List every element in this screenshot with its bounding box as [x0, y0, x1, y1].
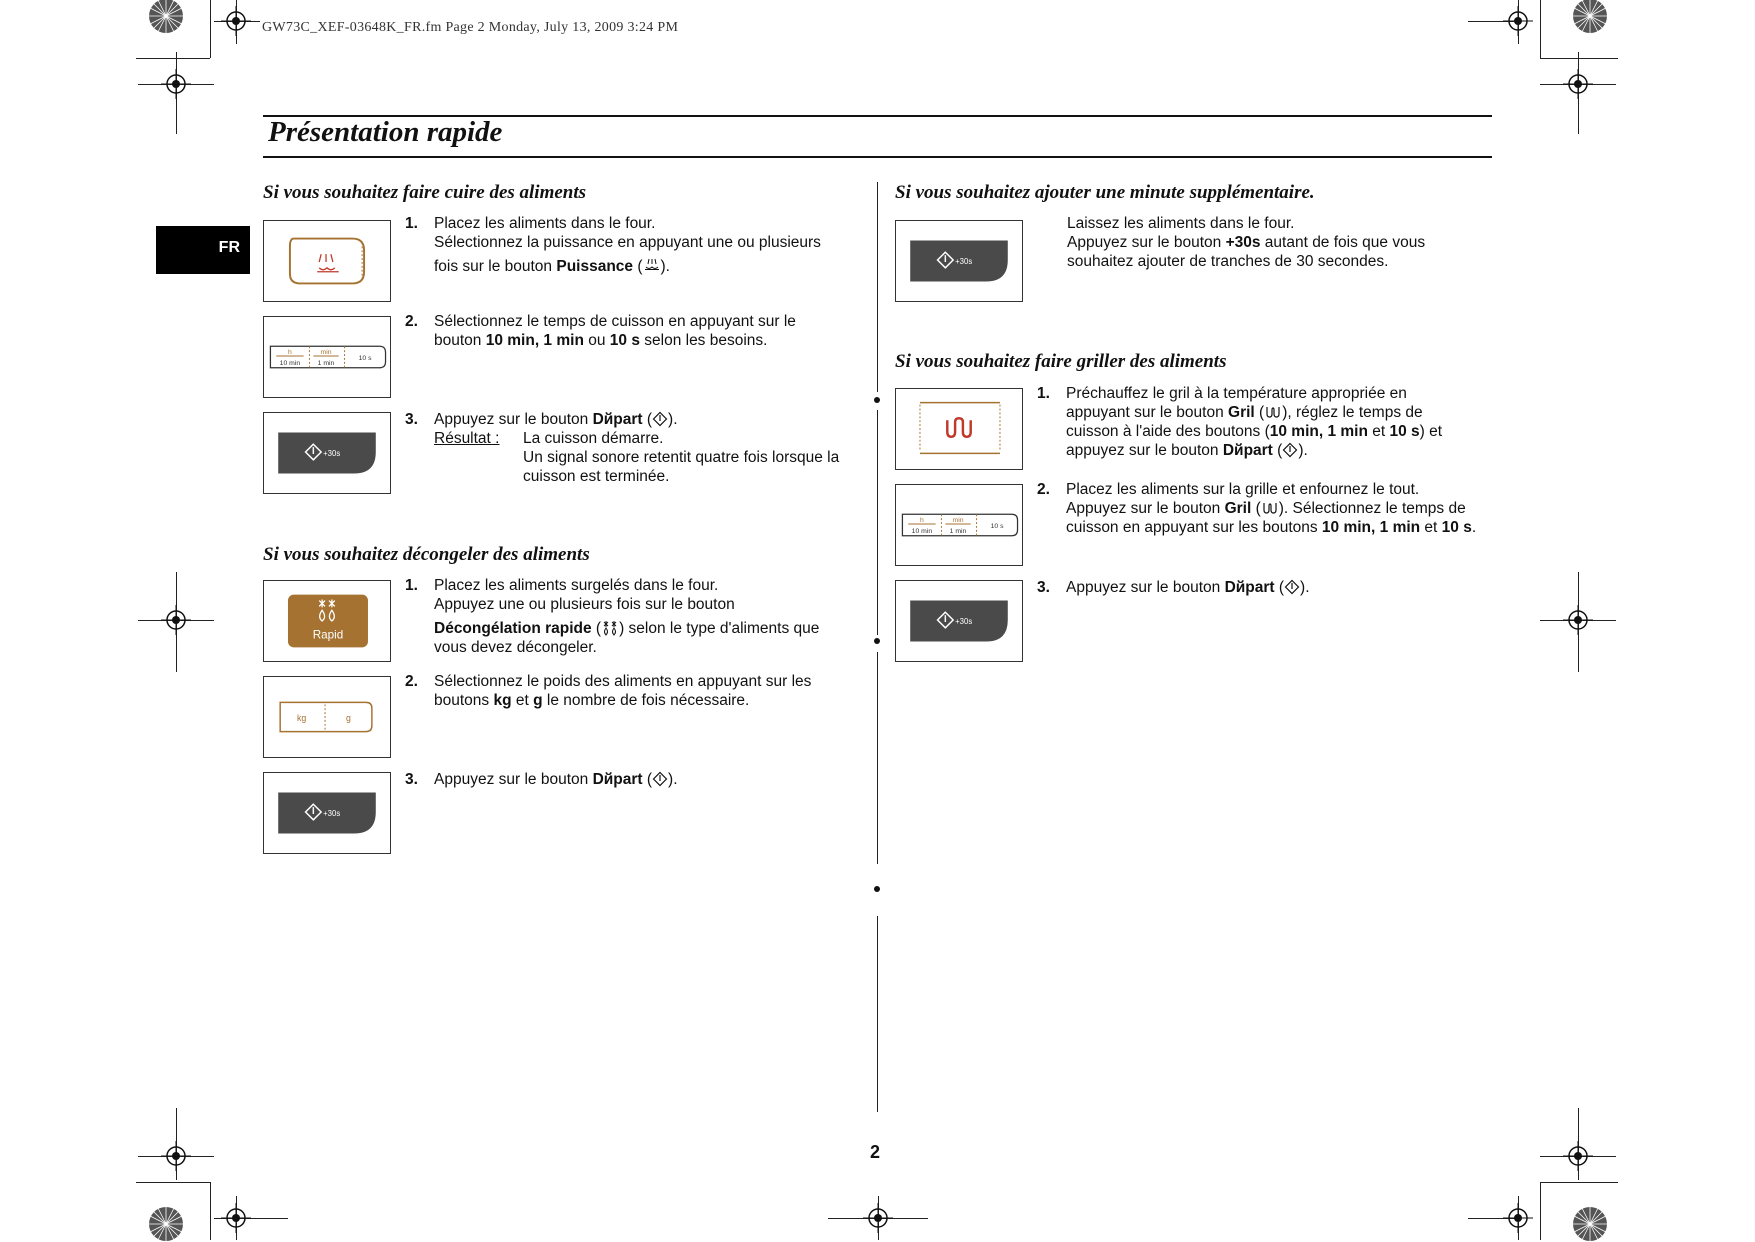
registration-mark-icon — [221, 6, 251, 36]
page-number: 2 — [870, 1142, 881, 1162]
one-min-label: 1 min — [949, 527, 967, 535]
step-number: 2. — [1037, 481, 1050, 498]
registration-mark-icon — [161, 605, 191, 635]
start-button-graphic — [896, 581, 1022, 661]
kg-label: kg — [297, 712, 307, 723]
step-number: 1. — [1037, 385, 1050, 402]
section-title-grill: Si vous souhaitez faire griller des aliments — [895, 351, 1227, 372]
registration-mark-icon — [1503, 1203, 1533, 1233]
section-title-defrost: Si vous souhaitez décongeler des aliments — [263, 544, 590, 565]
power-label: Puissance — [556, 258, 634, 275]
grill-step-3: 3. Appuyez sur le bouton Dйpart ( ). — [1037, 579, 1310, 596]
rapid-label: Rapid — [312, 628, 344, 642]
step-number: 1. — [405, 215, 418, 232]
ten-min-label: 10 min — [911, 527, 933, 535]
step-number: 2. — [405, 673, 418, 690]
divider-dot — [874, 638, 880, 644]
start-inline-icon — [652, 771, 668, 787]
step-text: Sélectionnez le temps de cuisson en appuyant sur le — [434, 313, 796, 330]
rapid-defrost-graphic — [264, 581, 390, 661]
grill-inline-icon — [1264, 405, 1282, 419]
defrost-step-2: 2. Sélectionnez le poids des aliments en appuyant sur les boutons kg et g le nombre de fois nécessaire. — [405, 673, 812, 709]
time-buttons-graphic — [896, 485, 1022, 565]
plus30-label: +30s — [323, 808, 341, 818]
registration-mark-icon — [1563, 1141, 1593, 1171]
h-label: h — [920, 517, 924, 525]
defrost-inline-icon — [601, 620, 619, 636]
registration-mark-icon — [221, 1203, 251, 1233]
start-button-panel — [263, 772, 391, 854]
grill-icon — [896, 389, 1022, 469]
star-wheel-icon — [148, 1206, 184, 1242]
language-tab: FR — [156, 226, 250, 274]
defrost-step-1: 1. Placez les aliments surgelés dans le four. Appuyez une ou plusieurs fois sur le bouton Décongélation rapide ( ) selon le type d'aliments que vous devez décongeler. — [405, 577, 820, 656]
step-text: Placez les aliments dans le four. — [434, 215, 656, 232]
weight-buttons-graphic — [264, 677, 390, 757]
start-button-panel — [263, 412, 391, 494]
section-title-extra-minute: Si vous souhaitez ajouter une minute supplémentaire. — [895, 182, 1315, 203]
ten-min-label: 10 min — [279, 359, 301, 367]
weight-buttons-panel — [263, 676, 391, 758]
rapid-defrost-panel — [263, 580, 391, 662]
power-icon — [264, 221, 390, 301]
extra-minute-text: Laissez les aliments dans le four. Appuyez sur le bouton +30s autant de fois que vous souhaitez ajouter de tranches de 30 secondes. — [1067, 215, 1426, 270]
ten-s-label: 10 s — [990, 522, 1004, 530]
page-title: Présentation rapide — [268, 116, 503, 148]
title-rule-bottom — [263, 156, 1492, 158]
g-label: g — [346, 712, 351, 723]
power-inline-icon — [643, 257, 661, 271]
start-button-panel — [895, 220, 1023, 302]
start-inline-icon — [652, 411, 668, 427]
power-button-panel — [263, 220, 391, 302]
start-inline-icon — [1282, 442, 1298, 458]
min-label: min — [320, 349, 332, 357]
step-number: 1. — [405, 577, 418, 594]
column-divider — [877, 916, 878, 1112]
step-number: 3. — [405, 411, 418, 428]
registration-mark-icon — [1563, 605, 1593, 635]
start-button-panel — [895, 580, 1023, 662]
print-header: GW73C_XEF-03648K_FR.fm Page 2 Monday, July 13, 2009 3:24 PM — [262, 20, 679, 35]
start-inline-icon — [1284, 579, 1300, 595]
step-number: 3. — [405, 771, 418, 788]
one-min-label: 1 min — [317, 359, 335, 367]
step-number: 3. — [1037, 579, 1050, 596]
plus30-label: +30s — [323, 448, 341, 458]
grill-step-2: 2. Placez les aliments sur la grille et enfournez le tout. Appuyez sur le bouton Gril ( ). Sélectionnez le temps de cuisson en appuyant sur les boutons 10 min, 1 min et 10 s. — [1037, 481, 1477, 536]
section-title-cook: Si vous souhaitez faire cuire des aliments — [263, 182, 587, 203]
plus30-label: +30s — [955, 616, 973, 626]
plus30-label: +30s — [955, 256, 973, 266]
column-divider — [877, 410, 878, 635]
time-buttons-panel — [263, 316, 391, 398]
result-label: Résultat : — [434, 430, 500, 447]
divider-dot — [874, 886, 880, 892]
min-label: min — [952, 517, 964, 525]
time-buttons-panel — [895, 484, 1023, 566]
registration-mark-icon — [863, 1203, 893, 1233]
divider-dot — [874, 397, 880, 403]
grill-step-1: 1. Préchauffez le gril à la température appropriée en appuyant sur le bouton Gril ( ), réglez le temps de cuisson à l'aide des boutons (10 min, 1 min et 10 s) et appuyez sur le bouton Dйpart ( ). — [1037, 385, 1443, 459]
h-label: h — [288, 349, 292, 357]
registration-mark-icon — [1563, 69, 1593, 99]
ten-s-label: 10 s — [358, 354, 372, 362]
start-button-graphic — [896, 221, 1022, 301]
cook-step-2: 2. Sélectionnez le temps de cuisson en appuyant sur le bouton 10 min, 1 min ou 10 s selon les besoins. — [405, 313, 796, 349]
grill-button-panel — [895, 388, 1023, 470]
star-wheel-icon — [148, 0, 184, 34]
star-wheel-icon — [1572, 1206, 1608, 1242]
start-button-graphic — [264, 413, 390, 493]
step-text: Sélectionnez la puissance en appuyant une ou plusieurs — [434, 234, 821, 251]
defrost-step-3: 3. Appuyez sur le bouton Dйpart ( ). — [405, 771, 678, 788]
registration-mark-icon — [161, 69, 191, 99]
step-number: 2. — [405, 313, 418, 330]
column-divider — [877, 652, 878, 864]
cook-step-1: 1. Placez les aliments dans le four. Sélectionnez la puissance en appuyant une ou plusieurs fois sur le bouton Puissance ( ). — [405, 215, 821, 275]
grill-inline-icon — [1261, 501, 1279, 515]
star-wheel-icon — [1572, 0, 1608, 34]
time-buttons-graphic — [264, 317, 390, 397]
registration-mark-icon — [1503, 6, 1533, 36]
column-divider — [877, 182, 878, 392]
cook-step-3: 3. Appuyez sur le bouton Dйpart ( ). Résultat : La cuisson démarre. Un signal sonore retentit quatre fois lorsque la cuisson est terminée. — [405, 411, 840, 485]
step-text: fois sur le bouton — [434, 258, 557, 275]
registration-mark-icon — [161, 1141, 191, 1171]
start-button-graphic — [264, 773, 390, 853]
